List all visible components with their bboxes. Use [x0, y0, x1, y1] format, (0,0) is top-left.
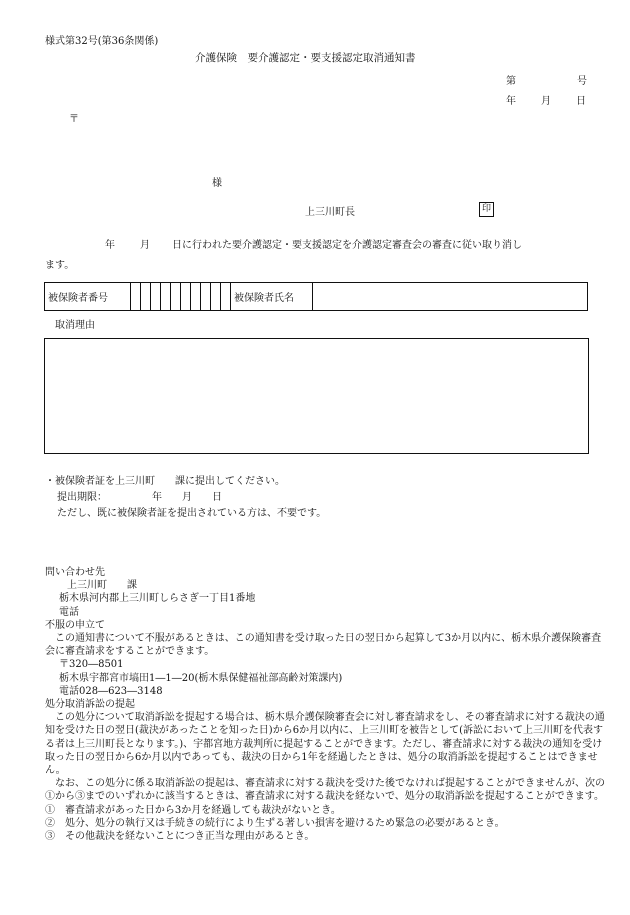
insured-number-cell[interactable]	[211, 283, 221, 311]
insured-name-cell[interactable]	[313, 283, 588, 311]
doc-number-prefix: 第	[506, 76, 516, 87]
insured-number-cell[interactable]	[181, 283, 191, 311]
form-number: 様式第32号(第36条関係)	[45, 36, 159, 47]
document-title: 介護保険 要介護認定・要支援認定取消通知書	[195, 52, 416, 64]
body-year: 年	[105, 240, 115, 251]
note-submit: ・被保険者証を上三川町 課に提出してください。	[45, 476, 285, 487]
lawsuit-heading: 処分取消訴訟の提起	[45, 699, 135, 711]
lawsuit-paragraph-1: この処分について取消訴訟を提起する場合は、栃木県介護保険審査会に対し審査請求をし、その審査請求に対する裁決の通知を受けた日の翌日(裁決があったことを知った日)から6か月以内に、上三川町を被告として(訴訟において上三川町を代表する者は上三川町長となります。)、宇都宮地方裁判所に提起することができます。ただし、審査請求に対する裁決の通知を受け取った日の翌日から6か月以内であっても、裁決の日から1年を経過したときは、処分の取消訴訟を提起することはできません。	[45, 712, 605, 777]
insured-number-cell[interactable]	[201, 283, 211, 311]
body-month: 月	[140, 240, 150, 251]
appeal-phone: 電話028―623―3148	[59, 685, 163, 697]
contact-dept: 上三川町 課	[67, 580, 137, 592]
insured-number-cell[interactable]	[151, 283, 161, 311]
postal-mark: 〒	[69, 114, 79, 125]
insured-number-cell[interactable]	[141, 283, 151, 311]
recipient-honorific: 様	[212, 178, 222, 189]
contact-heading: 問い合わせ先	[45, 567, 105, 578]
lawsuit-item-3: ③ その他裁決を経ないことにつき正当な理由があるとき。	[45, 831, 315, 843]
contact-section	[45, 566, 605, 843]
lawsuit-item-1: ① 審査請求があった日から3か月を経過しても裁決がないとき。	[45, 804, 341, 816]
insured-number-cell[interactable]	[221, 283, 231, 311]
contact-address: 栃木県河内郡上三川町しらさぎ一丁目1番地	[59, 593, 256, 605]
doc-number-suffix: 号	[577, 76, 587, 87]
contact-phone: 電話	[59, 606, 79, 618]
issuer-name: 上三川町長	[305, 207, 355, 218]
seal-mark: 印	[479, 202, 494, 217]
body-text-1: 日に行われた要介護認定・要支援認定を介護認定審査会の審査に従い取り消し	[172, 240, 522, 251]
reason-label: 取消理由	[55, 320, 95, 331]
appeal-zip: 〒320―8501	[59, 659, 124, 671]
note-deadline: 提出期限： 年 月 日	[57, 492, 222, 503]
insured-number-cell[interactable]	[131, 283, 141, 311]
appeal-text: この通知書について不服があるときは、この通知書を受け取った日の翌日から起算して3か月以内に、栃木県介護保険審査会に審査請求をすることができます。	[45, 633, 602, 658]
insured-number-cell[interactable]	[161, 283, 171, 311]
insured-number-cell[interactable]	[171, 283, 181, 311]
lawsuit-item-2: ② 処分、処分の執行又は手続きの続行により生ずる著しい損害を避けるため緊急の必要があるとき。	[45, 817, 505, 829]
date-month: 月	[541, 96, 551, 107]
date-year: 年	[506, 96, 516, 107]
insured-number-label: 被保険者番号	[45, 283, 131, 311]
reason-box[interactable]	[44, 338, 589, 454]
note-exception: ただし、既に被保険者証を提出されている方は、不要です。	[57, 508, 327, 519]
appeal-address: 栃木県宇都宮市塙田1―1―20(栃木県保健福祉部高齢対策課内)	[59, 672, 343, 684]
lawsuit-paragraph-2: なお、この処分に係る取消訴訟の提起は、審査請求に対する裁決を受けた後でなければ提起することができませんが、次の①から③までのいずれかに該当するときは、審査請求に対する裁決を経ないで、処分の取消訴訟を提起することができます。	[45, 778, 605, 803]
insured-table	[44, 282, 588, 311]
body-line-2: ます。	[45, 260, 75, 271]
appeal-heading: 不服の申立て	[45, 619, 105, 631]
insured-number-cell[interactable]	[191, 283, 201, 311]
insured-name-label: 被保険者氏名	[231, 283, 313, 311]
body-line-1	[45, 240, 590, 252]
date-day: 日	[576, 96, 586, 107]
